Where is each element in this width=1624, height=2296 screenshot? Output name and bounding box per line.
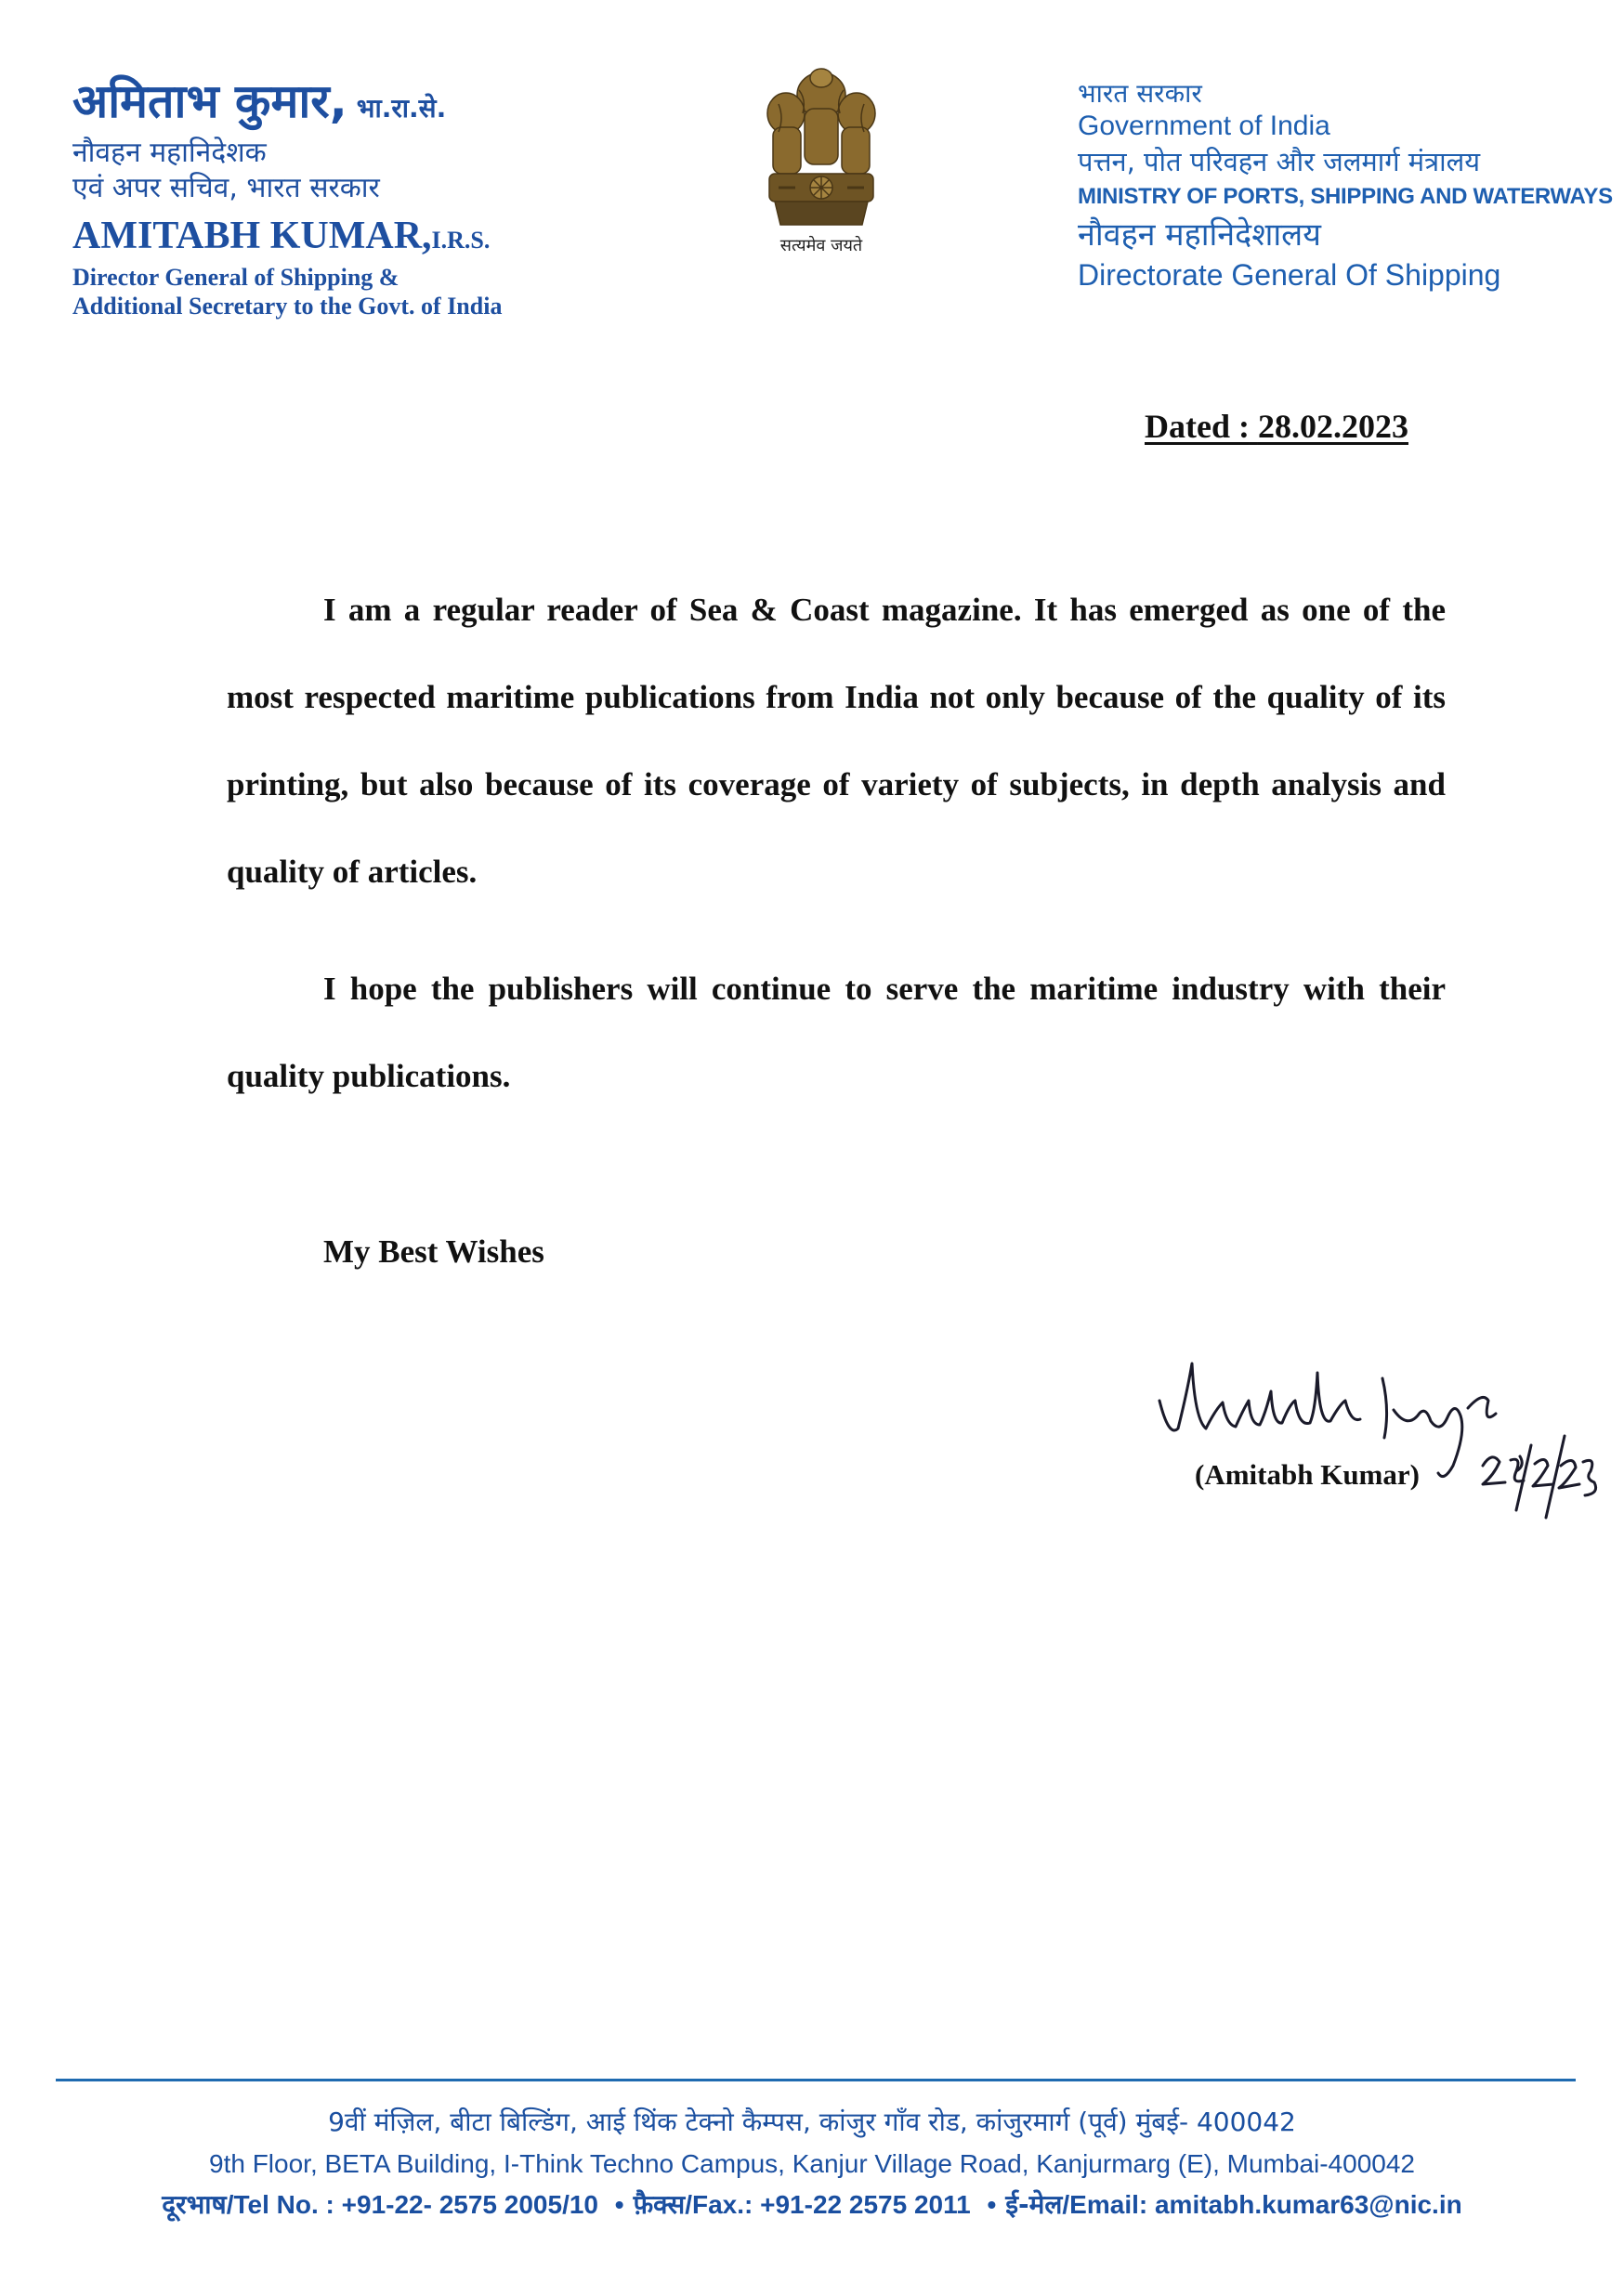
sender-title-hindi-1: नौवहन महानिदेशक: [72, 137, 267, 169]
emblem-motto: सत्यमेव जयते: [779, 236, 863, 255]
footer-fax-value: +91-22 2575 2011: [760, 2190, 971, 2219]
footer-address-hindi: 9वीं मंज़िल, बीटा बिल्डिंग, आई थिंक टेक्नो कैम्पस, कांजुर गाँव रोड, कांजुरमार्ग (पूर्व) मुंबई- 400042: [328, 2107, 1296, 2137]
letter-date: [1145, 407, 1408, 446]
footer-address-english: 9th Floor, BETA Building, I-Think Techno Campus, Kanjur Village Road, Kanjurmarg (E), Mumbai-400042: [209, 2149, 1415, 2178]
sender-name-hindi: अमिताभ कुमार,: [72, 74, 347, 128]
date-label: Dated :: [1145, 408, 1250, 445]
footer-block: [0, 2101, 1624, 2225]
footer-email-label-hindi: ई-मेल: [1005, 2189, 1063, 2220]
footer-separator-dot: •: [614, 2190, 624, 2219]
signatory-name: (Amitabh Kumar): [1195, 1458, 1420, 1491]
ministry-line-3: पत्तन, पोत परिवहन और जलमार्ग मंत्रालय: [1078, 146, 1481, 177]
paragraph-2: I hope the publishers will continue to serve the maritime industry with their quality publications.: [227, 971, 1446, 1094]
footer-tel-value: +91-22- 2575 2005/10: [341, 2190, 598, 2219]
footer-fax-label-hindi: फ़ैक्स: [633, 2189, 686, 2220]
ministry-line-6: Directorate General Of Shipping: [1078, 258, 1501, 292]
ministry-line-1: भारत सरकार: [1078, 78, 1202, 109]
letter-body: [227, 567, 1446, 1120]
sender-service-hindi: भा.रा.से.: [356, 93, 447, 124]
ministry-block: [1078, 78, 1613, 294]
sender-title-hindi-2: एवं अपर सचिव, भारत सरकार: [72, 172, 380, 204]
sender-title-english-1: Director General of Shipping &: [72, 264, 399, 291]
footer-email-label: /Email:: [1062, 2190, 1148, 2219]
ministry-line-4: MINISTRY OF PORTS, SHIPPING AND WATERWAYS: [1078, 184, 1613, 209]
handwritten-signature: [1141, 1336, 1605, 1531]
sender-title-english-2: Additional Secretary to the Govt. of India: [72, 293, 503, 320]
ministry-line-5: नौवहन महानिदेशालय: [1078, 216, 1321, 254]
footer-tel-label-hindi: दूरभाष: [162, 2189, 227, 2220]
footer-tel-label: /Tel No. :: [226, 2190, 334, 2219]
sender-name-english: AMITABH KUMAR,: [72, 215, 432, 257]
footer-separator-dot: •: [987, 2190, 997, 2219]
sender-block: [72, 74, 502, 320]
paragraph-1-wrap: [227, 567, 1446, 916]
footer-fax-label: /Fax.:: [685, 2190, 753, 2219]
date-value: 28.02.2023: [1257, 408, 1408, 445]
sender-name-hindi-line: [72, 74, 502, 136]
sender-service-english: I.R.S.: [431, 227, 491, 254]
paragraph-1: I am a regular reader of Sea & Coast magazine. It has emerged as one of the most respected maritime publications from India not only because of the quality of its printing, but also because of its coverage of variety of subjects, in depth analysis and quality of articles.: [227, 592, 1446, 890]
footer-divider: [56, 2079, 1576, 2081]
footer-contact-line: [0, 2185, 1624, 2225]
state-emblem-icon: [751, 58, 892, 262]
sender-name-english-line: [72, 214, 502, 263]
paragraph-2-wrap: [227, 946, 1446, 1120]
footer-email-value[interactable]: amitabh.kumar63@nic.in: [1154, 2190, 1462, 2219]
ministry-line-2: Government of India: [1078, 111, 1330, 141]
closing-wishes: My Best Wishes: [323, 1233, 544, 1270]
